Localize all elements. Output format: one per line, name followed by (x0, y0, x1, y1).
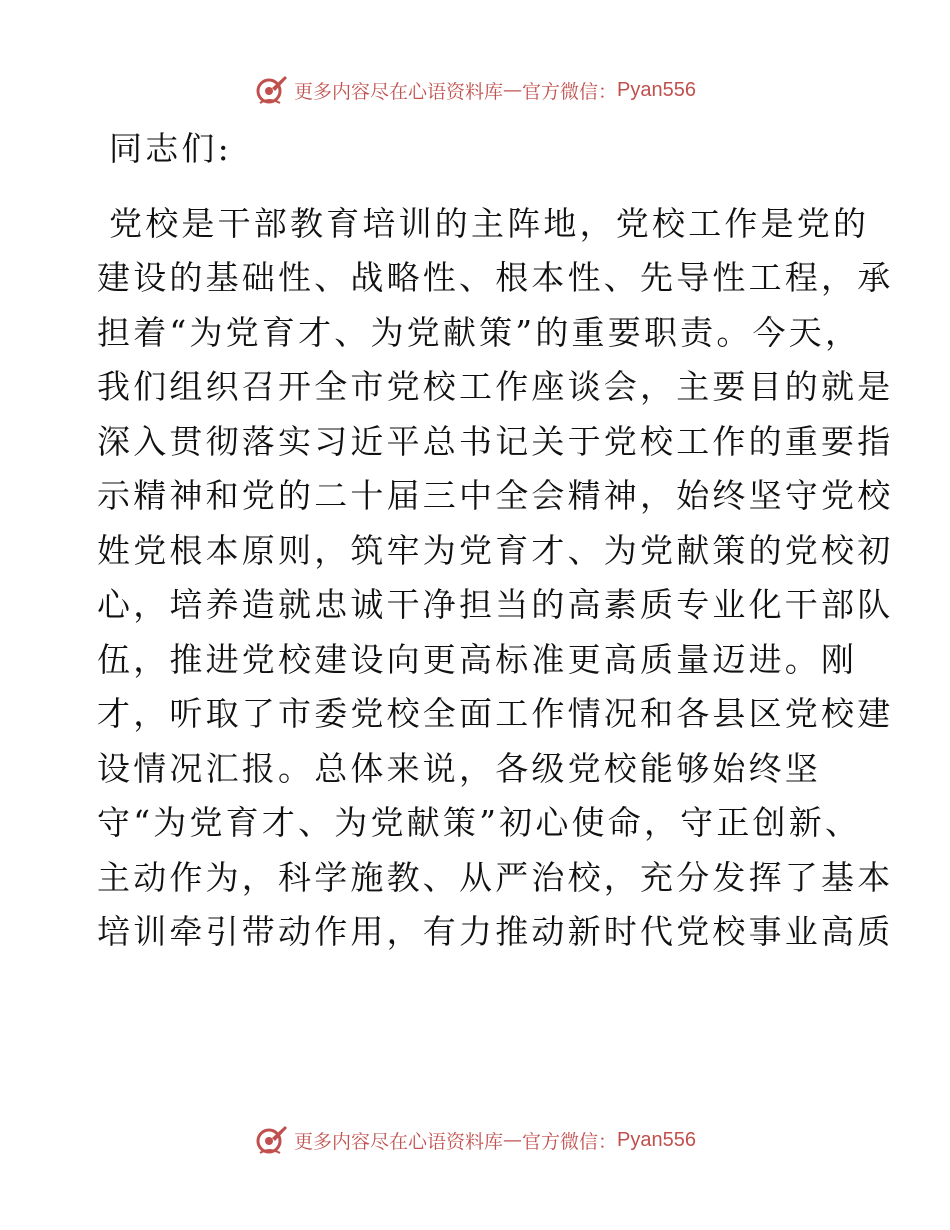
watermark-wechat-id: Pyan556 (617, 1128, 696, 1151)
paragraph-line: 伍，推进党校建设向更高标准更高质量迈进。刚 (97, 639, 858, 679)
paragraph-line: 心，培养造就忠诚干净担当的高素质专业化干部队 (97, 585, 894, 624)
paragraph-line: 守“为党育才、为党献策”初心使命，守正创新、 (97, 803, 862, 842)
paragraph-line: 建设的基础性、战略性、根本性、先导性工程，承 (97, 258, 894, 297)
paragraph-line: 培训牵引带动作用，有力推动新时代党校事业高质 (97, 912, 894, 951)
paragraph-line: 担着“为党育才、为党献策”的重要职责。今天， (97, 312, 862, 352)
watermark-separator: — (503, 79, 523, 101)
paragraph-line: 深入贯彻落实习近平总书记关于党校工作的重要指 (97, 421, 894, 461)
watermark-label: 官方微信： (522, 1130, 618, 1153)
pen-logo-icon (254, 1123, 288, 1157)
pen-logo-icon (254, 73, 288, 107)
header-watermark (0, 70, 950, 110)
paragraph-line: 我们组织召开全市党校工作座谈会，主要目的就是 (97, 367, 894, 406)
paragraph-line: 主动作为，科学施教、从严治校，充分发挥了基本 (97, 857, 894, 897)
paragraph-line: 党校是干部教育培训的主阵地，党校工作是党的 (109, 203, 870, 243)
watermark-separator: — (503, 1129, 523, 1151)
paragraph-line: 姓党根本原则，筑牢为党育才、为党献策的党校初 (97, 530, 894, 570)
paragraph (97, 197, 894, 960)
paragraph-line: 示精神和党的二十届三中全会精神，始终坚守党校 (97, 476, 894, 515)
document-body (97, 122, 894, 960)
footer-watermark (0, 1120, 950, 1160)
watermark-text: 更多内容尽在心语资料库 (294, 80, 504, 103)
salutation: 同志们: (109, 129, 232, 168)
watermark-wechat-id: Pyan556 (617, 78, 696, 101)
paragraph-line: 设情况汇报。总体来说，各级党校能够始终坚 (97, 748, 821, 788)
watermark-label: 官方微信： (522, 80, 618, 103)
watermark-text: 更多内容尽在心语资料库 (294, 1130, 504, 1153)
paragraph-line: 才，听取了市委党校全面工作情况和各县区党校建 (97, 694, 894, 733)
